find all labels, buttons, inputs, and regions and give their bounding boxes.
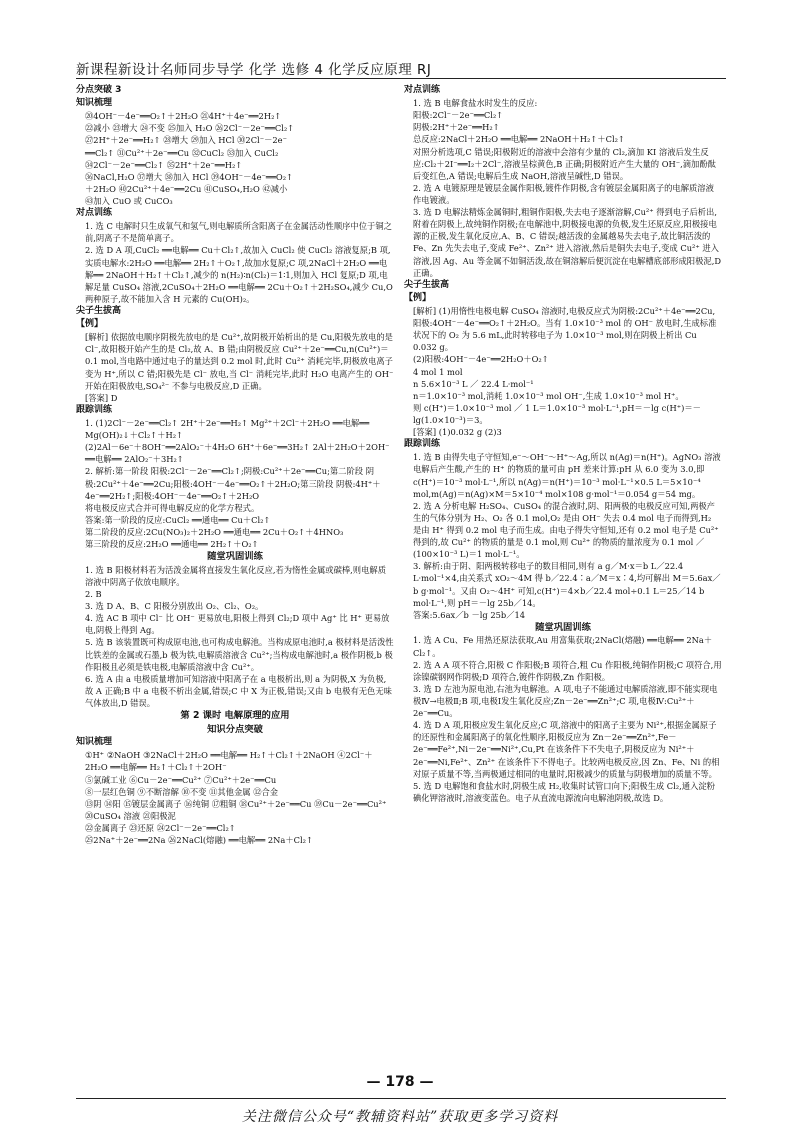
section-heading: 尖子生拔高 [76,306,122,317]
answer-paragraph: 第三阶段的反应:2H₂O ══通电══ 2H₂↑＋O₂↑ [85,539,259,550]
section-heading: 知识梳理 [76,98,113,109]
page-number: — 178 — [366,1074,434,1090]
answer-paragraph: 2. 选 A 分析电解 H₂SO₄、CuSO₄ 的混合液时,阴、阳两极的电极反应可知,两极产生的气体分别为 H₂、O₂ 各 0.1 mol,O₂ 是由 OH⁻ 失去 0.4 mol 电子而得到,H₂ 是由 H⁺ 得到 0.2 mol 电子而生成。由电子得失守恒知,还有 0.2 mol 电子是 Cu²⁺ 得到的,故 Cu²⁺ 的物质的量是 0.1 mol,则 Cu²⁺ 的物质的量浓度为 0.1 mol ／ (100×10⁻³ L)＝1 mol·L⁻¹。 [413,500,719,560]
answer-paragraph: ⑬阴 ⑭阳 ⑮镀层金属离子 ⑯纯铜 ⑰粗铜 ⑱Cu²⁺＋2e⁻══Cu ⑲Cu－2e⁻══Cu²⁺ ⑳CuSO₄ 溶液 ㉑阳极泥 [85,798,387,821]
answer-paragraph: 将电极反应式合并可得电解反应的化学方程式。 [85,502,260,513]
answer-paragraph: 1. 选 C 电解时只生成氧气和氢气,则电解质所含阳离子在金属活动性顺序中位于铜之前,阴离子不是简单离子。 [85,221,392,244]
answer-paragraph: ①H⁺ ②NaOH ③2NaCl＋2H₂O ══电解══ H₂↑＋Cl₂↑＋2NaOH ④2Cl⁻＋2H₂O ══电解══ H₂↑＋Cl₂↑＋2OH⁻ [85,750,373,773]
section-heading: 尖子生拔高 [404,279,450,290]
header-rule [76,78,726,79]
answer-paragraph: ㉒减小 ㉓增大 ㉔不变 ㉕加入 H₂O ㉖2Cl⁻－2e⁻══Cl₂↑ [85,123,295,134]
section-heading: 知识梳理 [76,737,113,748]
answer-paragraph: 3. 解析:由于阴、阳两极转移电子的数目相同,则有 a g／M·x＝b L／22.4 L·mol⁻¹×4,由关系式 xO₂～4M 得 b／22.4∶a／M＝x∶4,均可解出 M＝5.6ax／b g·mol⁻¹。又由 O₂～4H⁺ 可知,c(H⁺)＝4×b／22.4 mol÷0.1 L＝25／14 b mol·L⁻¹,则 pH＝－lg 25b／14。 [413,561,721,608]
answer-paragraph: ㉗2H⁺＋2e⁻══H₂↑ ㉘增大 ㉙加入 HCl ㉚2Cl⁻－2e⁻ [85,135,287,146]
answer-paragraph: ㊸加入 CuO 或 CuCO₃ [85,196,173,207]
answer-paragraph: (2)2Al－6e⁻＋8OH⁻══2AlO₂⁻＋4H₂O 6H⁺＋6e⁻══3H₂↑ 2Al＋2H₂O＋2OH⁻ ══电解══ 2AlO₂⁻＋3H₂↑ [85,442,390,465]
answer-paragraph: 1. 选 B 电解食盐水时发生的反应: [413,98,538,109]
answer-paragraph: 2. 解析:第一阶段 阳极:2Cl⁻－2e⁻══Cl₂↑;阴极:Cu²⁺＋2e⁻══Cu;第二阶段 阴极:2Cu²⁺＋4e⁻══2Cu;阳极:4OH⁻－4e⁻══O₂↑＋2H₂O;第三阶段 阴极:4H⁺＋4e⁻══2H₂↑;阳极:4OH⁻－4e⁻══O₂↑＋2H₂O [85,466,381,501]
answer-paragraph: 答案:5.6ax／b －lg 25b／14 [413,609,526,620]
answer-paragraph: [答案] D [85,392,118,403]
answer-paragraph: 2. 选 A A 项不符合,阳极 C 作阳极;B 项符合,粗 Cu 作阳极,纯铜作阴极;C 项符合,用涂镍碳钢网作阴极;D 项符合,镀件作阴极,Zn 作阳极。 [413,659,722,682]
footer-note: 关注微信公众号“教辅资料站”获取更多学习资料 [241,1109,559,1125]
section-heading: 对点训练 [404,85,441,95]
answer-paragraph: 3. 选 D A、B、C 阳极分别放出 O₂、Cl₂、O₂。 [85,601,264,612]
answer-paragraph: 2. 选 A 电镀原理是镀层金属作阳极,镀件作阴极,含有镀层金属阳离子的电解质溶液作电镀液。 [413,182,714,205]
footer-rule [76,1098,726,1099]
answer-paragraph: 4 mol 1 mol [413,366,463,377]
section-heading: 第 2 课时 电解原理的应用 [180,710,290,722]
answer-paragraph: 1. 选 B 阳极材料若为活泼金属将直接发生氧化反应,若为惰性金属或碳棒,则电解质溶液中阴离子依放电顺序。 [85,564,386,587]
right-column [404,84,722,1064]
answer-paragraph: 阴极:2H⁺＋2e⁻══H₂↑ [413,122,500,133]
answer-paragraph: 对照分析选项,C 错误;阳极附近的溶液中会溶有少量的 Cl₂,滴加 KI 溶液后发生反应:Cl₂＋2I⁻══I₂＋2Cl⁻,溶液呈棕黄色,B 正确;阴极附近产生大量的 OH⁻,滴加酚酞后变红色,A 错误;电解后生成 NaOH,溶液呈碱性,D 错误。 [413,146,716,181]
answer-paragraph: 3. 选 D 电解法精炼金属铜时,粗铜作阳极,失去电子逐渐溶解,Cu²⁺ 得到电子后析出,附着在阴极上,故纯铜作阴极;在电解池中,阴极接电源的负极,发生还原反应,阳极接电源的正极,发生氧化反应,A、B、C 错误;越活泼的金属越易失去电子,故比铜活泼的 Fe、Zn 先失去电子,变成 Fe²⁺、Zn²⁺ 进入溶液,然后是铜失去电子,变成 Cu²⁺ 进入溶液,因 Ag、Au 等金属不如铜活泼,故在铜溶解后便沉淀在电解槽底部形成阳极泥,D 正确。 [413,207,721,278]
answer-paragraph: 2. 选 D A 项,CuCl₂ ══电解══ Cu＋Cl₂↑,故加入 CuCl₂ 使 CuCl₂ 溶液复原;B 项,实质电解水:2H₂O ══电解══ 2H₂↑＋O₂↑,故加水复原;C 项,2NaCl＋2H₂O ══电解══ 2NaOH＋H₂↑＋Cl₂↑,减少的 n(H₂)∶n(Cl₂)＝1∶1,则加入 HCl 复原;D 项,电解足量 CuSO₄ 溶液,2CuSO₄＋2H₂O ══电解══ 2Cu＋O₂↑＋2H₂SO₄,减少 Cu,O 两种原子,故不能加入含 H 元素的 Cu(OH)₂。 [85,245,393,304]
section-heading: 对点训练 [76,208,113,219]
answer-paragraph: 总反应:2NaCl＋2H₂O ══电解══ 2NaOH＋H₂↑＋Cl₂↑ [413,134,625,145]
answer-paragraph: 3. 选 D 左池为原电池,右池为电解池。A 项,电子不能通过电解质溶液,即不能实现电极Ⅳ→电极Ⅱ;B 项,电极Ⅰ发生氧化反应;Zn－2e⁻══Zn²⁺;C 项,电极Ⅳ:Cu²⁺＋2e⁻══Cu。 [413,683,718,719]
section-heading: 【例】 [76,319,104,330]
answer-paragraph: 5. 选 B 该装置既可构成原电池,也可构成电解池。当构成原电池时,a 极材料是活泼性比铁差的金属或石墨,b 极为铁,电解质溶液含 Cu²⁺;当构成电解池时,a 极作阴极,b 极作阳极且必须是铁电极,电解质溶液中含 Cu²⁺。 [85,637,394,672]
answer-paragraph: 4. 选 D A 项,阳极应发生氧化反应;C 项,溶液中的阳离子主要为 Ni²⁺,根据金属原子的还原性和金属阳离子的氧化性顺序,阳极反应为 Zn－2e⁻══Zn²⁺,Fe－2e⁻══Fe²⁺,Ni－2e⁻══Ni²⁺,Cu,Pt 在该条件下不失电子,阴极反应为 Ni²⁺＋2e⁻══Ni,Fe²⁺、Zn²⁺ 在该条件下不得电子。比较两电极反应,因 Zn、Fe、Ni 的相对原子质量不等,当两极通过相同的电量时,阳极减少的质量与阴极增加的质量不等。 [413,720,720,779]
answer-paragraph: 1. (1)2Cl⁻－2e⁻══Cl₂↑ 2H⁺＋2e⁻══H₂↑ Mg²⁺＋2Cl⁻＋2H₂O ══电解══ Mg(OH)₂↓＋Cl₂↑＋H₂↑ [85,418,370,441]
answer-paragraph: n＝1.0×10⁻³ mol,消耗 1.0×10⁻³ mol OH⁻,生成 1.0×10⁻³ mol H⁺。 [413,390,684,401]
page-header: 新课程新设计名师同步导学 化学 选修 4 化学反应原理 RJ [76,62,432,78]
answer-paragraph: ㉒金属离子 ㉓还原 ㉔2Cl⁻－2e⁻══Cl₂↑ [85,823,236,834]
answer-paragraph: ⑧一层红色铜 ⑨不断溶解 ⑩不变 ⑪其他金属 ⑫合金 [85,786,279,797]
section-heading: 分点突破 3 [76,85,122,95]
answer-paragraph: ⑤氯碱工业 ⑥Cu－2e⁻══Cu²⁺ ⑦Cu²⁺＋2e⁻══Cu [85,774,277,785]
answer-paragraph: 阳极:2Cl⁻－2e⁻══Cl₂↑ [413,110,504,121]
answer-paragraph: ㉞2Cl⁻－2e⁻══Cl₂↑ ㉟2H⁺＋2e⁻══H₂↑ [85,159,243,170]
section-heading: 【例】 [404,292,432,303]
answer-paragraph: ㉕2Na⁺＋2e⁻══2Na ㉖2NaCl(熔融) ══电解══ 2Na＋Cl₂↑ [85,835,313,846]
answer-paragraph: [答案] (1)0.032 g (2)3 [413,427,502,438]
answer-paragraph: 第二阶段的反应:2Cu(NO₃)₂＋2H₂O ══通电══ 2Cu＋O₂↑＋4HNO₃ [85,527,344,538]
section-heading: 随堂巩固训练 [535,621,591,633]
answer-paragraph: 则 c(H⁺)＝1.0×10⁻³ mol ／ 1 L＝1.0×10⁻³ mol·L⁻¹,pH＝－lg c(H⁺)＝－lg(1.0×10⁻³)＝3。 [413,402,701,425]
answer-paragraph: ══Cl₂↑ ㉛Cu²⁺＋2e⁻══Cu ㉜CuCl₂ ㉝加入 CuCl₂ [85,147,279,158]
section-heading: 知识分点突破 [207,723,263,735]
answer-paragraph: 4. 选 AC B 项中 Cl⁻ 比 OH⁻ 更易放电,阳极上得到 Cl₂;D 项中 Ag⁺ 比 H⁺ 更易放电,阴极上得到 Ag。 [85,613,390,636]
section-heading: 跟踪训练 [76,404,113,415]
answer-paragraph: [解析] 依据放电顺序阴极先放电的是 Cu²⁺,故阴极开始析出的是 Cu,阳极先放电的是 Cl⁻,故阳极开始产生的是 Cl₂,故 A、B 错;由阴极反应 Cu²⁺＋2e⁻══Cu,n(Cu²⁺)＝0.1 mol,当电路中通过电子的量达到 0.2 mol 时,此时 Cu²⁺ 消耗完毕,阴极放电离子变为 H⁺,所以 C 错;阳极先是 Cl⁻ 放电,当 Cl⁻ 消耗完毕,此时 H₂O 电离产生的 OH⁻ 开始在阳极放电,SO₄²⁻ 不参与电极反应,D 正确。 [85,332,394,391]
answer-paragraph: (2)阳极:4OH⁻－4e⁻══2H₂O＋O₂↑ [413,354,549,365]
answer-paragraph: 5. 选 D 电解饱和食盐水时,阴极生成 H₂,收集时试管口向下;阳极生成 Cl₂,通入淀粉碘化钾溶液时,溶液变蓝色。电子从直流电源流向电解池阴极,故选 D。 [413,780,715,803]
answer-paragraph: 6. 选 A 由 a 电极质量增加可知溶液中阳离子在 a 电极析出,则 a 为阴极,X 为负极,故 A 正确;B 中 a 电极不析出金属,错误;C 中 X 为正极,错误;又由 b 电极有无色无味气体放出,D 错误。 [85,673,392,709]
left-column [76,84,394,1064]
answer-paragraph: ㊱NaCl,H₂O ㊲增大 ㊳加入 HCl ㊴4OH⁻－4e⁻══O₂↑ [85,171,294,182]
answer-paragraph: ⑳4OH⁻－4e⁻══O₂↑＋2H₂O ㉑4H⁺＋4e⁻══2H₂↑ [85,111,282,122]
answer-paragraph: 1. 选 A Cu、Fe 用热还原法获取,Au 用富集获取;2NaCl(熔融) ══电解══ 2Na＋Cl₂↑。 [413,635,713,658]
answer-paragraph: n 5.6×10⁻³ L ／ 22.4 L·mol⁻¹ [413,378,534,389]
answer-paragraph: ＋2H₂O ㊵2Cu²⁺＋4e⁻══2Cu ㊶CuSO₄,H₂O ㊷减小 [85,183,288,194]
answer-paragraph: 2. B [85,589,102,600]
answer-paragraph: [解析] (1)用惰性电极电解 CuSO₄ 溶液时,电极反应式为阴极:2Cu²⁺＋4e⁻══2Cu,阳极:4OH⁻－4e⁻══O₂↑＋2H₂O。当有 1.0×10⁻³ mol 的 OH⁻ 放电时,生成标准状况下的 O₂ 为 5.6 mL,此时转移电子为 1.0×10⁻³ mol,则在阴极上析出 Cu 0.032 g。 [413,306,717,353]
section-heading: 随堂巩固训练 [207,551,263,563]
answer-paragraph: 答案:第一阶段的反应:CuCl₂ ══通电══ Cu＋Cl₂↑ [85,514,271,525]
answer-paragraph: 1. 选 B 由得失电子守恒知,e⁻～OH⁻～H⁺～Ag,所以 n(Ag)＝n(H⁺)。AgNO₃ 溶液电解后产生酸,产生的 H⁺ 的物质的量可由 pH 差来计算:pH 从 6.0 变为 3.0,即 c(H⁺)＝10⁻³ mol·L⁻¹,所以 n(Ag)＝n(H⁺)＝10⁻³ mol·L⁻¹×0.5 L＝5×10⁻⁴ mol,m(Ag)＝n(Ag)×M＝5×10⁻⁴ mol×108 g·mol⁻¹＝0.054 g＝54 mg。 [413,452,721,499]
section-heading: 跟踪训练 [404,439,441,450]
